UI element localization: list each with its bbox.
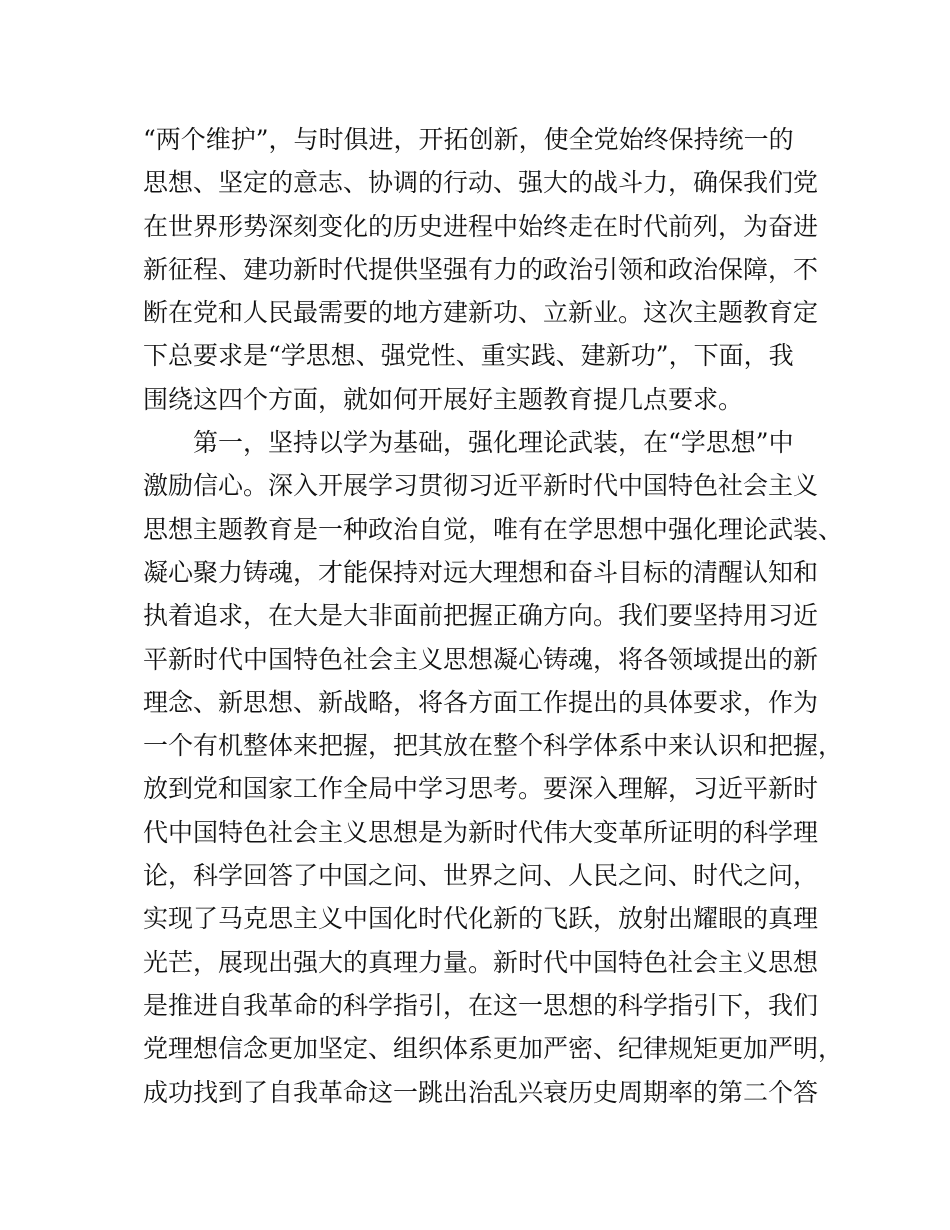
text-line: 理念、新思想、新战略，将各方面工作提出的具体要求，作为 — [143, 687, 819, 717]
text-line: 在世界形势深刻变化的历史进程中始终走在时代前列，为奋进 — [143, 211, 819, 241]
text-line: 成功找到了自我革命这一跳出治乱兴衰历史周期率的第二个答 — [143, 1077, 819, 1107]
text-line: 新征程、建功新时代提供坚强有力的政治引领和政治保障，不 — [143, 254, 819, 284]
text-line: 代中国特色社会主义思想是为新时代伟大变革所证明的科学理 — [143, 817, 819, 847]
text-line: 论，科学回答了中国之问、世界之问、人民之问、时代之问， — [143, 861, 819, 891]
text-line: 凝心聚力铸魂，才能保持对远大理想和奋斗目标的清醒认知和 — [143, 557, 819, 587]
text-line: 实现了马克思主义中国化时代化新的飞跃，放射出耀眼的真理 — [143, 904, 819, 934]
text-line: 下总要求是“学思想、强党性、重实践、建新功”，下面，我 — [143, 341, 794, 371]
document-body — [143, 118, 844, 1114]
text-line: 思想、坚定的意志、协调的行动、强大的战斗力，确保我们党 — [143, 168, 819, 198]
text-line: 执着追求，在大是大非面前把握正确方向。我们要坚持用习近 — [143, 601, 819, 631]
text-line: “两个维护”，与时俱进，开拓创新，使全党始终保持统一的 — [143, 125, 794, 154]
text-line: 断在党和人民最需要的地方建新功、立新业。这次主题教育定 — [143, 298, 819, 328]
text-line: 一个有机整体来把握，把其放在整个科学体系中来认识和把握， — [143, 731, 844, 761]
text-line: 是推进自我革命的科学指引，在这一思想的科学指引下，我们 — [143, 990, 819, 1020]
text-line: 放到党和国家工作全局中学习思考。要深入理解，习近平新时 — [143, 774, 819, 804]
text-line: 激励信心。深入开展学习贯彻习近平新时代中国特色社会主义 — [143, 471, 819, 501]
text-line: 思想主题教育是一种政治自觉，唯有在学思想中强化理论武装、 — [143, 514, 844, 544]
paragraph-first-line: 第一，坚持以学为基础，强化理论武装，在“学思想”中 — [193, 428, 794, 458]
text-line: 围绕这四个方面，就如何开展好主题教育提几点要求。 — [143, 384, 744, 414]
text-line: 平新时代中国特色社会主义思想凝心铸魂，将各领域提出的新 — [143, 644, 819, 674]
text-line: 党理想信念更加坚定、组织体系更加严密、纪律规矩更加严明， — [143, 1034, 844, 1064]
text-line: 光芒，展现出强大的真理力量。新时代中国特色社会主义思想 — [143, 947, 819, 977]
